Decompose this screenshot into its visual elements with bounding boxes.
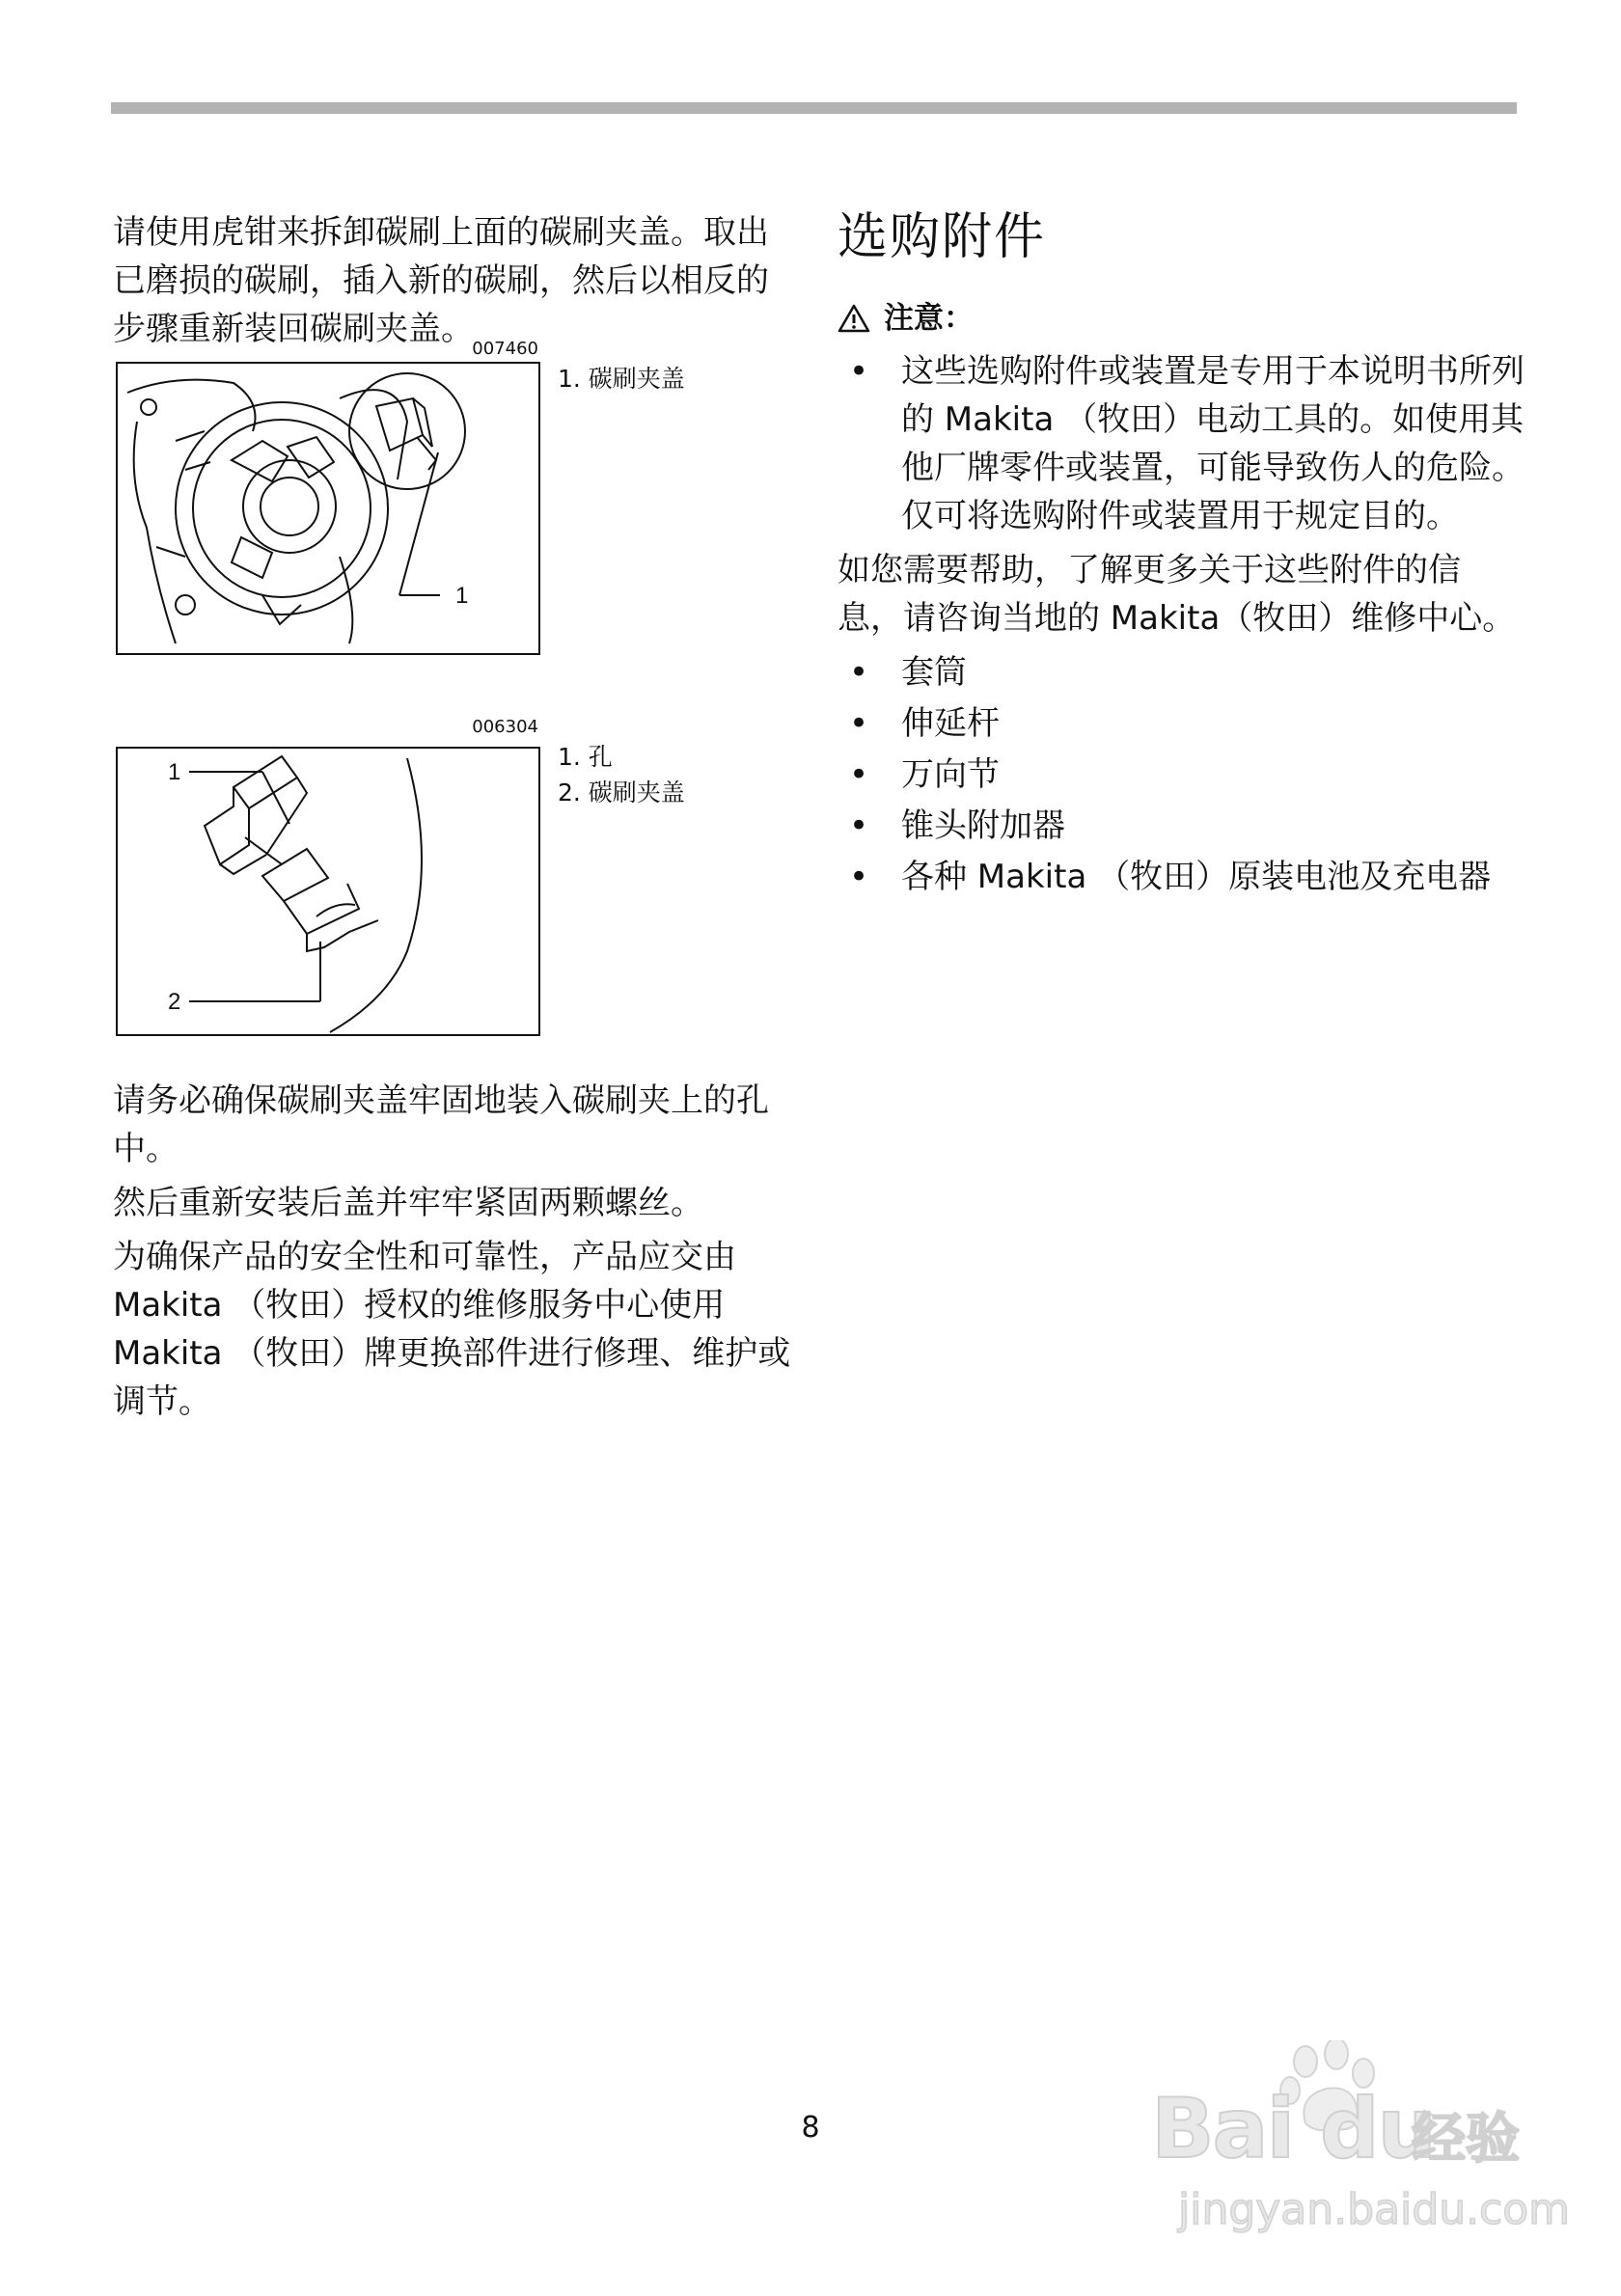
bullet-dot: • — [849, 806, 869, 845]
bullet-dot: • — [849, 755, 869, 794]
watermark-brand-text: 经验 — [1412, 2108, 1520, 2171]
intro-paragraph: 请使用虎钳来拆卸碳刷上面的碳刷夹盖。取出已磨损的碳刷，插入新的碳刷，然后以相反的步骤重新装回碳刷夹盖。 — [113, 213, 769, 348]
accessory-socket: 套筒 — [901, 653, 967, 692]
warning-triangle-icon — [838, 304, 870, 333]
figure2-legend-item: 2. 碳刷夹盖 — [558, 779, 685, 806]
page-number: 8 — [801, 2111, 820, 2145]
caution-list — [838, 347, 1525, 540]
accessory-battery-charger: 各种 Makita （牧田）原装电池及充电器 — [901, 858, 1492, 896]
accessory-bit-adapter: 锥头附加器 — [901, 806, 1065, 845]
list-item — [838, 751, 1525, 799]
caution-heading — [838, 299, 1525, 338]
figure2-callout-2: 2 — [168, 989, 181, 1015]
list-item — [838, 802, 1525, 850]
brush-cap-note: 请务必确保碳刷夹盖牢固地装入碳刷夹上的孔中。 — [113, 1081, 769, 1168]
service-center-note: 为确保产品的安全性和可靠性，产品应交由 Makita （牧田）授权的维修服务中心使用 Makita （牧田）牌更换部件进行修理、维护或调节。 — [113, 1238, 791, 1421]
figure2-code: 006304 — [472, 717, 538, 737]
right-column — [838, 208, 1525, 901]
figure1-code: 007460 — [472, 339, 538, 359]
figure1-legend — [558, 361, 685, 396]
section-title: 选购附件 — [838, 208, 1047, 266]
figure2-callout-1: 1 — [168, 759, 181, 785]
caution-item — [838, 347, 1525, 540]
figure2-legend — [558, 739, 685, 810]
header-rule — [111, 102, 1517, 114]
baidu-watermark — [1151, 2040, 1576, 2282]
bullet-dot: • — [849, 704, 869, 743]
list-item — [838, 853, 1525, 901]
left-column-body — [113, 1077, 800, 1426]
bullet-dot: • — [849, 858, 869, 896]
caution-item-text: 这些选购附件或装置是专用于本说明书所列的 Makita （牧田）电动工具的。如使用其他厂牌零件或装置，可能导致伤人的危险。仅可将选购附件或装置用于规定目的。 — [901, 352, 1525, 535]
accessory-list — [838, 648, 1525, 901]
watermark-url: jingyan.baidu.com — [1178, 2185, 1571, 2234]
accessory-universal-joint: 万向节 — [901, 755, 1000, 794]
bullet-dot: • — [849, 653, 869, 692]
figure1-illustration — [116, 362, 540, 655]
accessory-extension-bar: 伸延杆 — [901, 704, 1000, 743]
left-column-intro — [113, 208, 800, 353]
list-item — [838, 699, 1525, 748]
watermark-logo-text: Bai du — [1151, 2081, 1435, 2177]
caution-label: 注意： — [884, 301, 974, 336]
list-item — [838, 648, 1525, 697]
figure2-legend-item: 1. 孔 — [558, 743, 613, 771]
bullet-dot: • — [849, 352, 869, 391]
reinstall-cover-note: 然后重新安装后盖并牢牢紧固两颗螺丝。 — [113, 1184, 703, 1222]
figure1-callout-1: 1 — [455, 583, 469, 609]
figure2-illustration — [116, 747, 540, 1036]
help-paragraph: 如您需要帮助，了解更多关于这些附件的信息，请咨询当地的 Makita（牧田）维修中心。 — [838, 551, 1516, 638]
figure1-legend-item: 1. 碳刷夹盖 — [558, 365, 685, 393]
